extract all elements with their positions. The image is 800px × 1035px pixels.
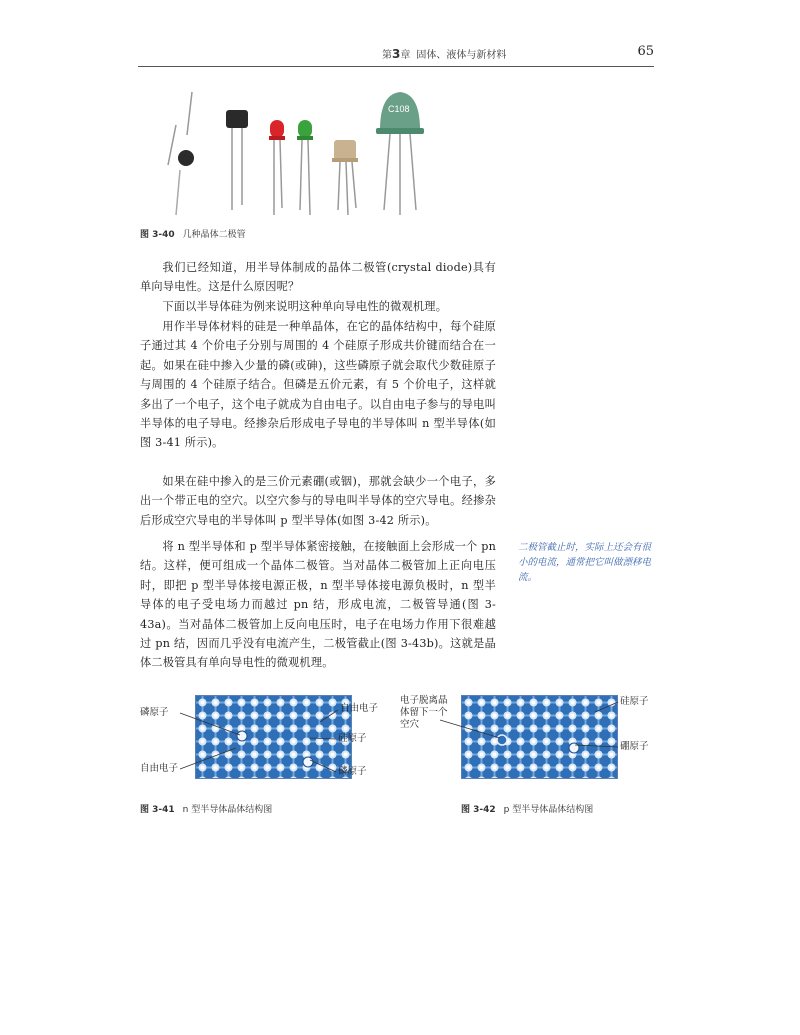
figure-3-42-title: p 型半导体晶体结构图	[503, 805, 594, 815]
figure-3-42-caption	[461, 802, 593, 815]
figure-3-41-title: n 型半导体晶体结构图	[182, 805, 273, 815]
paragraph-5: 将 n 型半导体和 p 型半导体紧密接触，在接触面上会形成一个 pn 结。这样，便可组成一个晶体二极管。当对晶体二极管加上正向电压时，即把 p 型半导体接电源正极，n 型半导体接电源负极时，n 型半导体的电子受电场力而越过 pn 结，形成电流，二极管导通(图 3-43a)。当对晶体二极管加上反向电压时，电子在电场力作用下很难越过 pn 结，因而几乎没有电流产生，二极管截止(图 3-43b)。这就是晶体二极管具有单向导电性的微观机理。	[140, 540, 496, 670]
label-free-electron-left: 自由电子	[140, 763, 179, 774]
paragraph-3: 用作半导体材料的硅是一种单晶体，在它的晶体结构中，每个硅原子通过其 4 个价电子分别与周围的 4 个硅原子形成共价键而结合在一起。如果在硅中掺入少量的磷(或砷)，这些磷原子就会取代少数硅原子与周围的 4 个硅原子结合。但磷是五价元素，有 5 个价电子，这样就多出了一个电子，这个电子就成为自由电子。以自由电子参与的导电叫半导体的电子导电。经掺杂后形成电子导电的半导体叫 n 型半导体(如图 3-41 所示)。	[140, 320, 496, 450]
label-phosphorus-atom-right: 磷原子	[338, 766, 367, 777]
figure-3-41-caption	[140, 802, 272, 815]
margin-note: 二极管截止时，实际上还会有很小的电流，通常把它叫做漂移电流。	[518, 542, 652, 583]
chapter-number: 3	[392, 47, 401, 61]
figure-3-42-number: 图 3-42	[461, 805, 496, 815]
label-hole: 电子脱离晶体留下一个空穴	[400, 695, 448, 730]
label-silicon-atom-p: 硅原子	[620, 696, 649, 707]
label-free-electron-right: 自由电子	[340, 703, 379, 714]
chapter-prefix: 第	[382, 50, 392, 61]
figure-3-40-number: 图 3-40	[140, 230, 175, 240]
label-boron-atom: 硼原子	[620, 741, 649, 752]
figure-3-40-title: 几种晶体二极管	[182, 230, 246, 240]
paragraph-2: 下面以半导体硅为例来说明这种单向导电性的微观机理。	[162, 300, 448, 313]
page-number: 65	[637, 44, 654, 59]
transistor-label: C108	[388, 104, 410, 114]
paragraph-1: 我们已经知道，用半导体制成的晶体二极管(crystal diode)具有单向导电性。这是什么原因呢？	[140, 261, 496, 294]
label-phosphorus-atom-left: 磷原子	[140, 707, 169, 718]
chapter-suffix: 章	[400, 50, 411, 61]
chapter-title: 固体、液体与新材料	[416, 50, 507, 61]
figure-3-41-number: 图 3-41	[140, 805, 175, 815]
paragraph-4: 如果在硅中掺入的是三价元素硼(或铟)，那就会缺少一个电子，多出一个带正电的空穴。以空穴参与的导电叫半导体的空穴导电。经掺杂后形成空穴导电的半导体叫 p 型半导体(如图 3-42 所示)。	[140, 475, 496, 527]
label-silicon-atom-n: 硅原子	[338, 733, 367, 744]
